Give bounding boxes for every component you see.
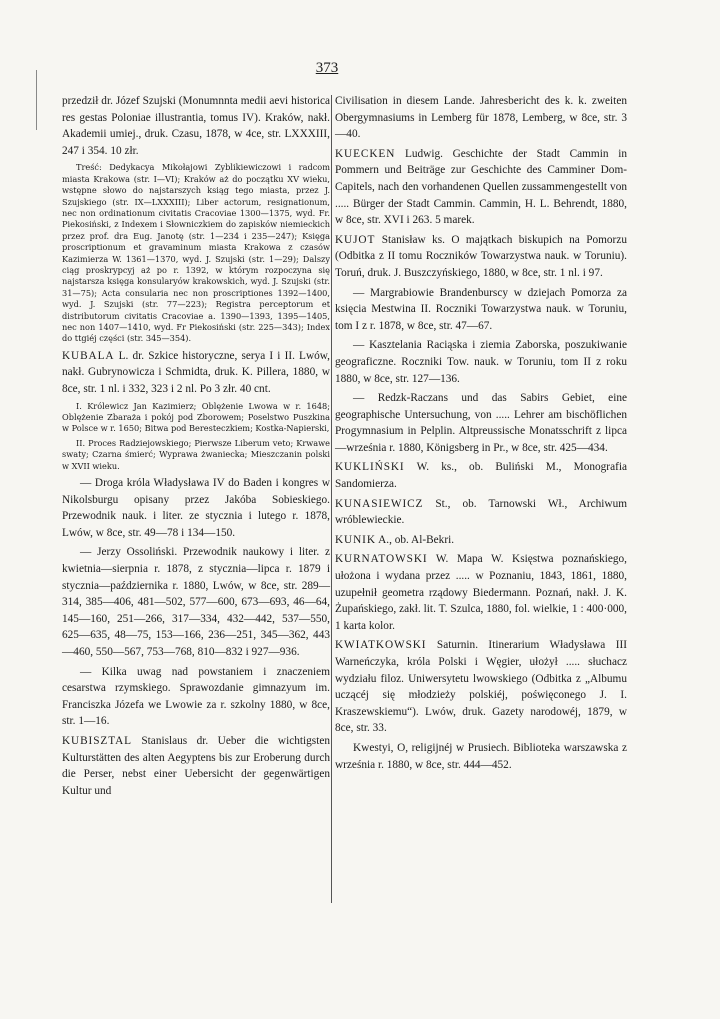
bibliography-entry — [335, 337, 627, 387]
entry-text: — Kasztelania Raciąska i ziemia Zaborska, poszukiwanie geograficzne. Roczniki Tow. nauk. w Toruniu, tom II z roku 1880, w 8ce, str. 127—136. — [335, 339, 627, 385]
bibliography-entry — [335, 390, 627, 456]
right-column — [335, 93, 627, 776]
bibliography-entry — [335, 93, 627, 143]
column-divider — [331, 95, 332, 903]
bibliography-entry — [335, 551, 627, 634]
entry-note — [62, 438, 330, 472]
entry-text: Stanisław ks. O majątkach biskupich na Pomorzu (Odbitka z II tomu Roczników Towarzystwa nauk. w Toruniu). Toruń, druk. J. Buszczyńskiego, 1880, w 8ce, str. 1 nl. i 97. — [335, 233, 627, 279]
entry-text: — Jerzy Ossoliński. Przewodnik naukowy i liter. z kwietnia—sierpnia r. 1878, z stycznia—lipca r. 1879 i stycznia—października r. 1880, Lwów, w 8ce, str. 289—314, 385—406, 481—502, 577—600, 673—693, 46—64, 145—160, 251—266, 317—334, 432—442, 537—550, 625—635, 48—75, 153—166, 236—251, 345—362, 443—460, 550—567, 753—768, 810—832 i 927—936. — [62, 546, 330, 659]
entry-note — [62, 401, 330, 435]
entry-text: — Droga króla Władysława IV do Baden i kongres w Nikolsburgu opisany przez Jakóba Sobieskiego. Przewodnik nauk. i liter. ze stycznia i lutego r. 1878, Lwów, w 8ce, str. 49—78 i 134—150. — [62, 477, 330, 539]
entry-author: KWIATKOWSKI — [335, 639, 427, 652]
bibliography-entry — [62, 348, 330, 398]
entry-note — [62, 162, 330, 345]
entry-author: KUKLIŃSKI — [335, 461, 405, 474]
entry-text: Saturnin. Itinerarium Władysława III Warneńczyka, króla Polski i Węgier, ułożył ..... słuchacz wydziału filoz. Uniwersytetu lwowskiego (Odbitka z „Albumu uczącéj się młodzieży polskiéj, poświęconego J. I. Kraszewskiemu“). Lwów, druk. Gazety narodowéj, 1879, w 8ce, str. 33. — [335, 639, 627, 735]
entry-author: KURNATOWSKI — [335, 553, 428, 566]
entry-text: — Margrabiowie Brandenburscy w dziejach Pomorza za księcia Mestwina II. Roczniki Towarzystwa nauk. w Toruniu, tom I z r. 1878, w 8ce, str. 47—67. — [335, 286, 627, 332]
bibliography-entry — [62, 544, 330, 660]
entry-text: I. Królewicz Jan Kazimierz; Oblężenie Lwowa w r. 1648; Oblężenie Zbaraża i pokój pod Zborowem; Poselstwo Puszkina w Polsce w r. 1650; Bitwa pod Beresteczkiem; Kostka-Napierski, — [62, 400, 330, 434]
entry-text: — Kilka uwag nad powstaniem i znaczeniem cesarstwa rzymskiego. Sprawozdanie gimnazyum im. Franciszka Józefa we Lwowie za r. szkolny 1880, w 8ce, str. 1—16. — [62, 665, 330, 728]
bibliography-entry — [62, 664, 330, 730]
bibliography-entry — [335, 146, 627, 229]
bibliography-entry — [335, 496, 627, 529]
margin-mark — [36, 70, 37, 130]
entry-author: KUECKEN — [335, 147, 396, 160]
entry-text: przedził dr. Józef Szujski (Monumnnta medii aevi historica res gestas Poloniae illustrantia, tomus IV). Kraków, nakł. Akademii umiej., druk. Czasu, 1878, w 4ce, str. LXXXIII, 247 i 354. 10 złr. — [62, 95, 330, 157]
bibliography-entry — [335, 285, 627, 335]
entry-author: KUJOT — [335, 233, 376, 246]
left-column — [62, 93, 330, 802]
entry-text: St., ob. Tarnowski Wł., Archiwum wróblewieckie. — [335, 497, 628, 527]
entry-text: Ludwig. Geschichte der Stadt Cammin in Pommern und Beiträge zur Geschichte des Camminer Dom-Capitels, nach den vorhandenen Quellen zussammengestellt von ..... Bürger der Stadt Cammin. Cammin, H. L. Behrendt, 1880, w 8ce, str. XVI i 263. 5 marek. — [335, 147, 627, 227]
entry-author: KUBISZTAL — [62, 735, 132, 747]
bibliography-entry — [335, 532, 627, 549]
entry-text: Kwestyi, O, religijnéj w Prusiech. Biblioteka warszawska z września r. 1880, w 8ce, str. 444—452. — [335, 741, 627, 771]
entry-text: II. Proces Radziejowskiego; Pierwsze Liberum veto; Krwawe swaty; Czarna śmierć; Wyprawa żwaniecka; Mieszczanin polski w XVII wieku. — [62, 437, 330, 471]
bibliography-entry — [62, 93, 330, 159]
bibliography-entry — [62, 475, 330, 541]
bibliography-entry — [335, 740, 627, 773]
entry-text: Civilisation in diesem Lande. Jahresbericht des k. k. zweiten Obergymnasiums in Lemberg für 1878, Lemberg, w 8ce, str. 3—40. — [335, 95, 627, 141]
bibliography-entry — [62, 733, 330, 799]
entry-author: KUNIK — [335, 533, 376, 546]
page-number: 373 — [315, 60, 339, 76]
entry-text: W. ks., ob. Buliński M., Monografia Sandomierza. — [335, 461, 627, 491]
entry-text: — Redzk-Raczans und das Sabirs Gebiet, eine geographische Untersuchung, von ..... Lehrer am bischöflichen Progymnasium in Pelplin. Altpreussische Monatsschrift z lipca—września r. 1880, Königsberg in Pr., w 8ce, str. 425—434. — [335, 392, 627, 454]
bibliography-entry — [335, 459, 627, 492]
entry-text: A., ob. Al-Bekri. — [378, 533, 455, 546]
entry-text: Stanislaus dr. Ueber die wichtigsten Kulturstätten des alten Aegyptens bis zur Eroberung durch die Perser, nebst einer Uebersicht der gegenwärtigen Kultur und — [62, 735, 330, 797]
entry-text: L. dr. Szkice historyczne, serya I i II. Lwów, nakł. Gubrynowicza i Schmidta, druk. K. Pillera, 1880, w 8ce, str. 1 nl. i 332, 323 i 2 nl. Po 3 złr. 40 cnt. — [62, 349, 331, 396]
bibliography-entry — [335, 637, 627, 737]
entry-text: W. Mapa W. Księstwa poznańskiego, ułożona i wydana przez ..... w Poznaniu, 1843, 1861, 1880, uzupełnił geometra rządowy Biedermann. Poznań, nakł. J. K. Żupańskiego, zakł. lit. T. Szulca, 1880, fol. wielkie, 1 : 400·000, 1 karta kolor. — [335, 553, 627, 632]
entry-author: KUBALA — [62, 349, 115, 362]
entry-text: Treść: Dedykacya Mikołajowi Zyblikiewiczowi i radcom miasta Krakowa (str. I—VI); Kraków aż do początku XV wieku, wstępne słowo do najstarszych ksiąg tego miasta, przez J. Szujskiego (str. IX—LXXXIII); Liber actorum, resignationum, nec non ordinationum civitatis Cracoviae 1300—1375, wyd. Fr. Piekosiński, z Indexem i Słowniczkiem do zapisków niemieckich przez prof. dra Eug. Janotę (str. 1—234 i 235—247); Księga proscriptionum et gravaminum miasta Krakowa z czasów Kazimierza W. 1361—1370, wyd. J. Szujski (str. 1—29); Dalszy ciąg proskrypcyj aż po r. 1392, w którym rozpoczyna się najstarsza księga konsularyów krakowskich, wyd. J. Szujski (str. 31—75); Acta consularia nec non proscriptiones 1392—1400, wyd. J. Szujski (str. 77—223); Registra perceptorum et distributorum civitatis Cracoviae a. 1390—1393, 1395—1405, nec non 1407—1410, wyd. Fr Piekosiński (str. 225—343); Index do ttgiéj części (str. 345—354). — [62, 162, 330, 344]
entry-author: KUNASIEWICZ — [335, 497, 424, 510]
bibliography-entry — [335, 232, 627, 282]
